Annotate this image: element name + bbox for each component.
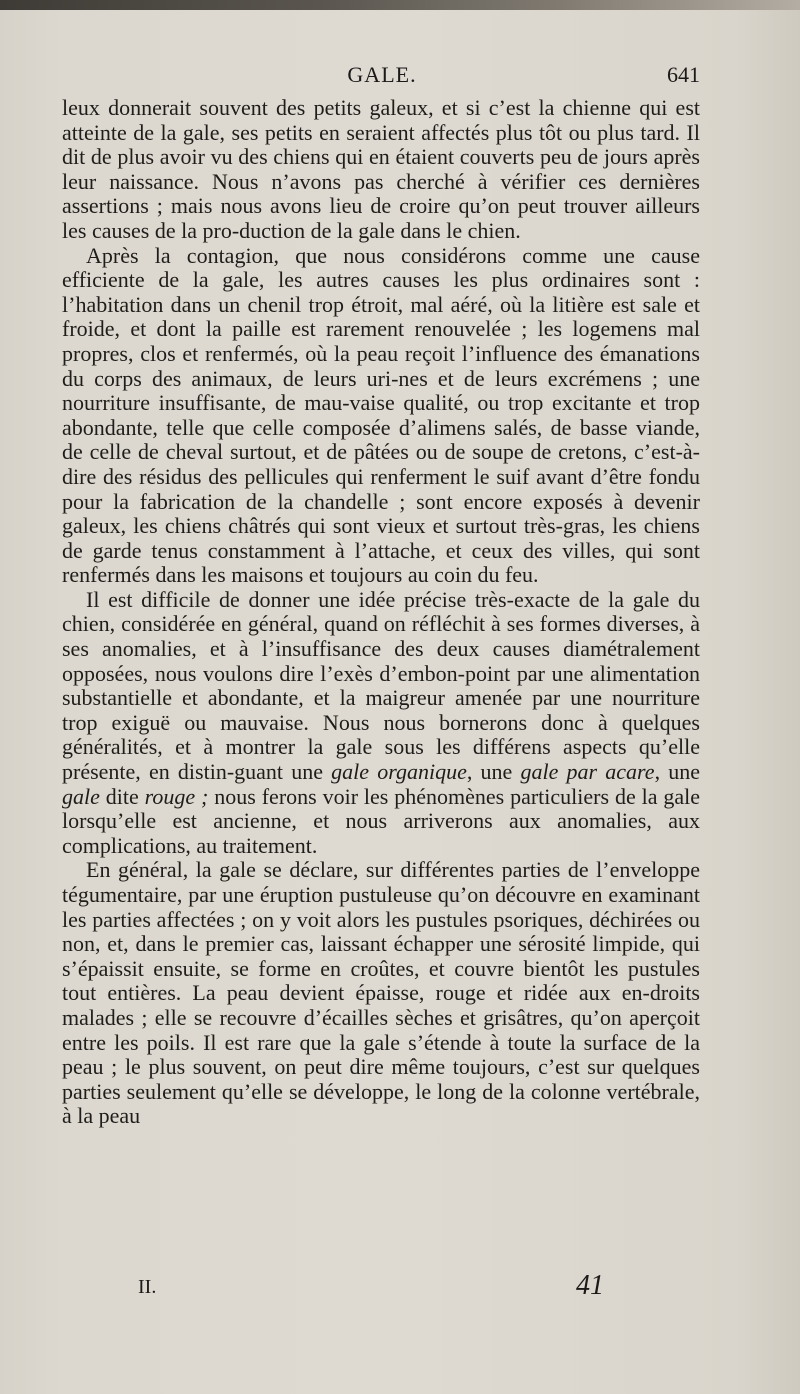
paragraph [62,244,700,588]
page-number: 641 [667,62,700,87]
text-run: , une [466,759,521,785]
paragraph [62,96,700,244]
paragraph [62,858,700,1129]
page-footer [62,1270,702,1306]
italic-term: gale organique [331,759,467,785]
page-edge-strip [0,0,800,10]
signature-mark: 41 [576,1270,604,1301]
volume-number: II. [138,1276,157,1298]
italic-term: gale [62,783,100,809]
text-run: En général, la gale se déclare, sur différentes parties de l’enveloppe tégumentaire, par une éruption pustuleuse qu’on découvre en examinant les parties affectées ; on y voit alors les pustules psoriques, déchirées ou non, et, dans le premier cas, laissant échapper une sérosité limpide, qui s’épaissit ensuite, se forme en croûtes, et couvre bientôt les pustules tout entières. La peau devient épaisse, rouge et ridée aux en-droits malades ; elle se recouvre d’écailles sèches et grisâtres, qu’on aperçoit entre les poils. Il est rare que la gale s’étende à toute la surface de la peau ; le plus souvent, on peut dire même toujours, c’est sur quelques parties seulement qu’elle se développe, le long de la colonne vertébrale, à la peau [62,857,700,1129]
page-header [62,62,702,92]
text-run: Après la contagion, que nous considérons comme une cause efficiente de la gale, les autres causes les plus ordinaires sont : l’habitation dans un chenil trop étroit, mal aéré, où la litière est sale et froide, et dont la paille est rarement renouvelée ; les logemens mal propres, clos et renfermés, où la peau reçoit l’influence des émanations du corps des animaux, de leurs uri-nes et de leurs excrémens ; une nourriture insuffisante, de mau-vaise qualité, ou trop excitante et trop abondante, telle que celle composée d’alimens salés, de basse viande, de celle de cheval surtout, et de pâtées ou de soupe de cretons, c’est-à-dire des résidus des pellicules qui renferment le suif avant d’être fondu pour la fabrication de la chandelle ; sont encore exposés à devenir galeux, les chiens châtrés qui sont vieux et surtout très-gras, les chiens de garde tenus constamment à l’attache, et ceux des villes, qui sont renfermés dans les maisons et toujours au coin du feu. [62,242,700,588]
paragraph [62,588,700,859]
text-run: , une [654,759,701,785]
italic-term: rouge ; [144,783,209,809]
body-text [62,96,700,1129]
running-title: GALE. [347,62,417,87]
text-run: leux donnerait souvent des petits galeux, et si c’est la chienne qui est atteinte de la gale, ses petits en seraient affectés plus tôt ou plus tard. Il dit de plus avoir vu des chiens qui en étaient couverts peu de jours après leur naissance. Nous n’avons pas cherché à vérifier ces dernières assertions ; mais nous avons lieu de croire qu’on peut trouver ailleurs les causes de la pro-duction de la gale dans le chien. [62,95,700,243]
text-run: nous ferons voir les phénomènes particuliers de la gale lorsqu’elle est ancienne, et nous arriverons aux anomalies, aux complications, au traitement. [62,783,700,858]
text-run: Il est difficile de donner une idée précise très-exacte de la gale du chien, considérée en général, quand on réfléchit à ses formes diverses, à ses anomalies, et à l’insuffisance des deux causes diamétralement opposées, nous voulons dire l’exès d’embon-point par une alimentation substantielle et abondante, et la maigreur amenée par une nourriture trop exiguë ou mauvaise. Nous nous bornerons donc à quelques généralités, et à montrer la gale sous les différens aspects qu’elle présente, en distin-guant une [62,586,700,785]
italic-term: gale par acare [520,759,655,785]
text-run: dite [99,783,145,809]
